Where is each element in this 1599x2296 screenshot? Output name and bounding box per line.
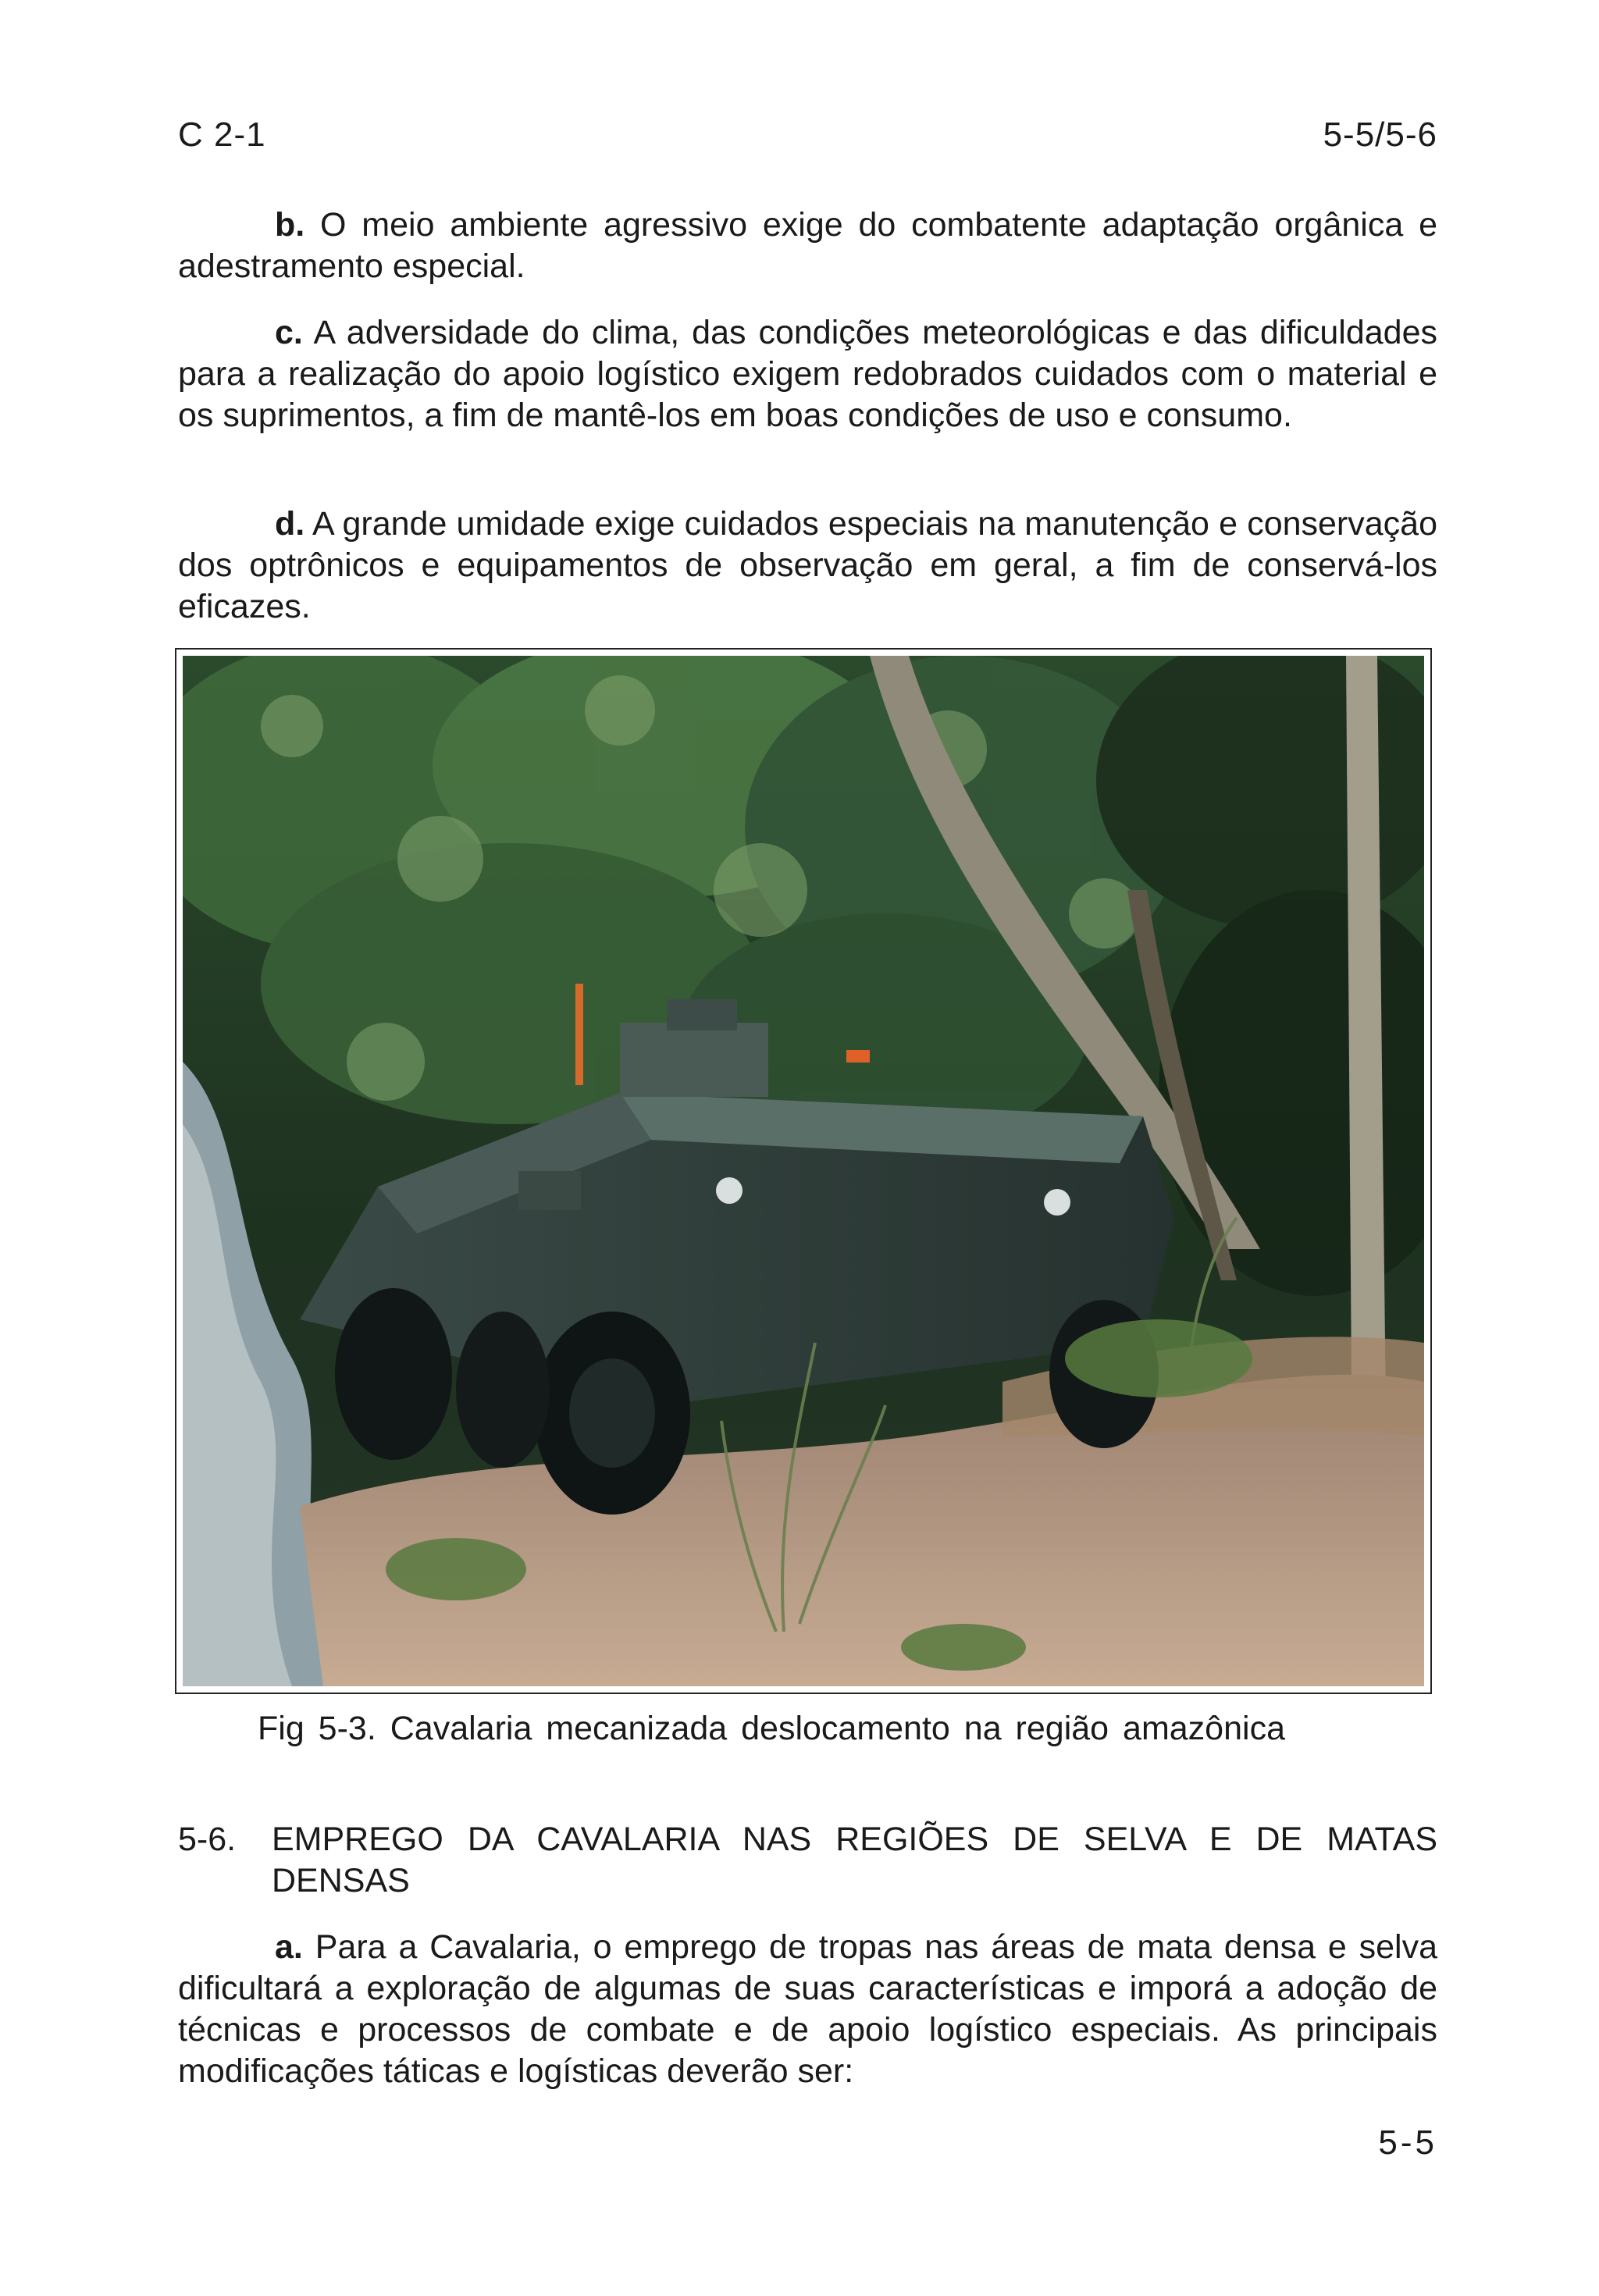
paragraph-d-text: A grande umidade exige cuidados especiais na manutenção e conservação dos optrônicos e equipamentos de observação em geral, a fim de conservá-los eficazes.	[178, 505, 1438, 625]
armored-vehicle-jungle-photo	[183, 656, 1424, 1686]
paragraph-c-label: c.	[275, 314, 303, 351]
paragraph-a-text: Para a Cavalaria, o emprego de tropas nas áreas de mata densa e selva dificultará a exploração de algumas de suas características e imporá a adoção de técnicas e processos de combate e de apoio logístico especiais. As principais modificações táticas e logísticas deverão ser:	[178, 1928, 1438, 2090]
section-title: EMPREGO DA CAVALARIA NAS REGIÕES DE SELVA E DE MATAS DENSAS	[272, 1821, 1437, 1899]
header-manual-code: C 2-1	[178, 116, 266, 154]
paragraph-a-label: a.	[275, 1928, 303, 1966]
figure-photo-frame	[175, 648, 1432, 1694]
paragraph-c	[178, 312, 1437, 436]
paragraph-c-text: A adversidade do clima, das condições meteorológicas e das dificuldades para a realização do apoio logístico exigem redobrados cuidados com o material e os suprimentos, a fim de mantê-los em boas condições de uso e consumo.	[178, 314, 1437, 434]
section-number: 5-6.	[178, 1821, 237, 1858]
figure-caption: Fig 5-3. Cavalaria mecanizada deslocamento na região amazônica	[258, 1710, 1285, 1747]
header-section-range: 5-5/5-6	[1323, 116, 1437, 154]
paragraph-b-label: b.	[275, 206, 305, 244]
paragraph-d	[178, 504, 1437, 628]
paragraph-b-text: O meio ambiente agressivo exige do combatente adaptação orgânica e adestramento especial.	[178, 206, 1437, 285]
paragraph-a	[178, 1927, 1437, 2092]
page-number: 5-5	[1378, 2123, 1437, 2162]
paragraph-b	[178, 205, 1437, 287]
paragraph-d-label: d.	[275, 505, 305, 543]
